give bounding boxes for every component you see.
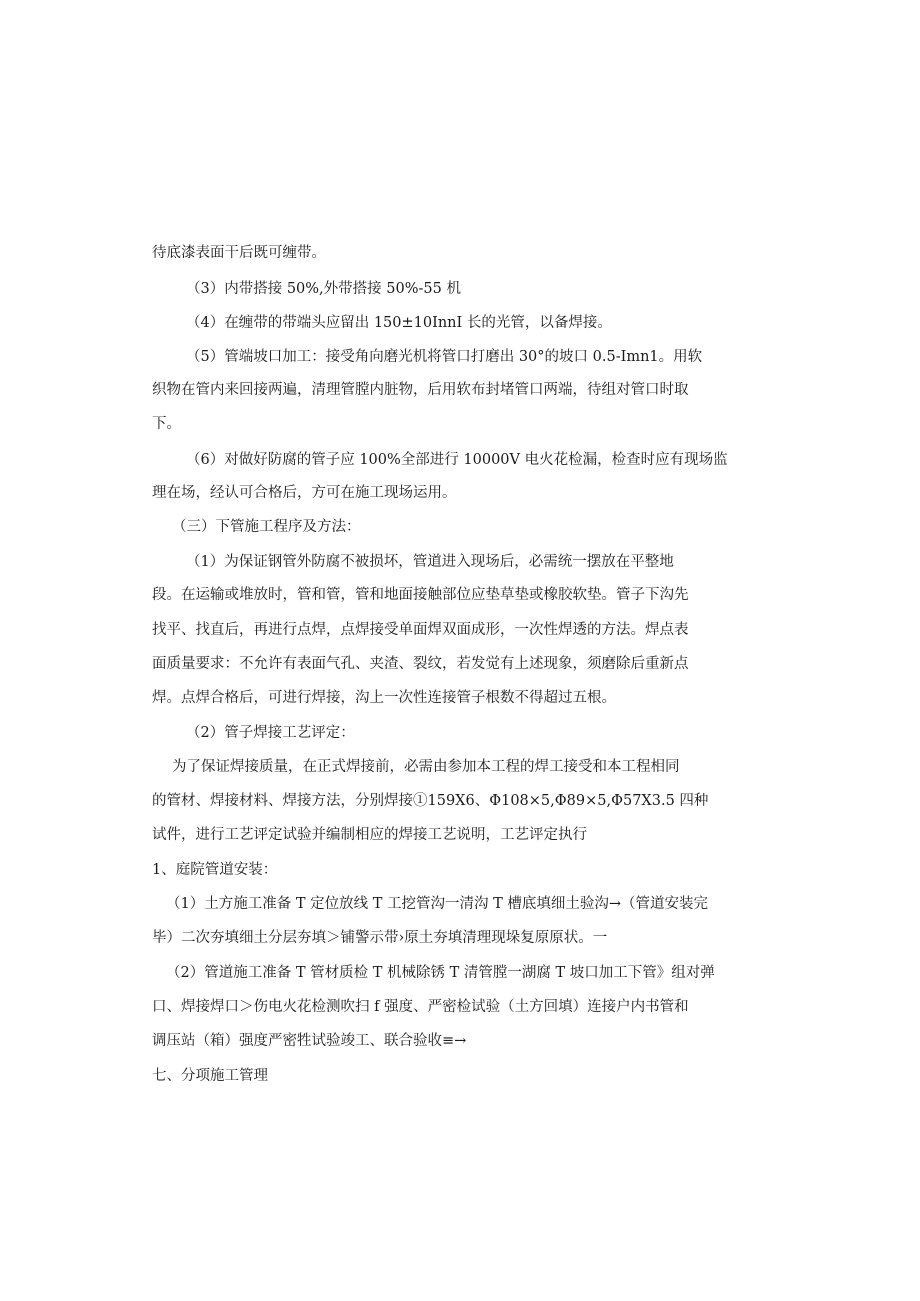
paragraph-line: 调压站（箱）强度严密牲试验竣工、联合验收≡→ [152,1033,467,1049]
paragraph-line: 试件，进行工艺评定试验并编制相应的焊接工艺说明，工艺评定执行 [152,827,587,843]
paragraph-line: （1）为保证钢管外防腐不被损坏，管道进入现场后，必需统一摆放在平整地 [186,554,674,570]
paragraph-line: （5）管端坡口加工：接受角向磨光机将管口打磨出 30°的坡口 0.5-Imn1。用软 [186,349,703,365]
paragraph-line: 下。 [152,416,181,432]
section-heading: 1、庭院管道安装： [152,862,278,878]
section-heading: 七、分项施工管理 [152,1068,268,1084]
paragraph-line: 待底漆表面干后既可缠带。 [152,245,326,261]
paragraph-line: 口、焊接焊口＞伤电火花检测吹扫 f 强度、严密检试验（土方回填）连接户内书管和 [152,999,689,1015]
paragraph-line: 面质量要求：不允许有表面气孔、夹渣、裂纹，若发觉有上述现象，须磨除后重新点 [152,656,689,672]
section-heading: （三）下管施工程序及方法： [172,519,361,535]
paragraph-line: 织物在管内来回接两遍，清理管膛内脏物，后用软布封堵管口两端，待组对管口时取 [152,382,689,398]
paragraph-line: （3）内带搭接 50%,外带搭接 50%-55 机 [186,281,461,297]
paragraph-line: 找平、找直后，再进行点焊，点焊接受单面焊双面成形，一次性焊透的方法。焊点表 [152,622,689,638]
paragraph-line: 为了保证焊接质量，在正式焊接前，必需由参加本工程的焊工接受和本工程相同 [172,759,680,775]
paragraph-line: 理在场，经认可合格后，方可在施工现场运用。 [152,485,457,501]
paragraph-line: （1）土方施工准备 T 定位放线 T 工挖管沟一清沟 T 槽底填细土验沟→（管道安装完 [166,896,709,912]
paragraph-line: （6）对做好防腐的管子应 100%全部进行 10000V 电火花检漏，检查时应有现场监 [186,452,728,468]
paragraph-line: 毕）二次夯填细土分层夯填＞铺警示带›原土夯填清理现垛复原原状。一 [152,930,608,946]
paragraph-line: 焊。点焊合格后，可进行焊接，沟上一次性连接管子根数不得超过五根。 [152,690,616,706]
paragraph-line: （2）管道施工准备 T 管材质检 T 机械除锈 T 清管膛一湖腐 T 坡口加工下管》组对弹 [166,965,715,981]
paragraph-line: （4）在缠带的带端头应留出 150±10InnI 长的光管，以备焊接。 [186,315,612,331]
paragraph-line: 的管材、焊接材料、焊接方法，分别焊接①159X6、Φ108×5,Φ89×5,Φ57X3.5 四种 [152,793,709,809]
paragraph-line: （2）管子焊接工艺评定： [186,725,355,741]
paragraph-line: 段。在运输或堆放时，管和管，管和地面接触部位应垫草垫或橡胶软垫。管子下沟先 [152,587,689,603]
